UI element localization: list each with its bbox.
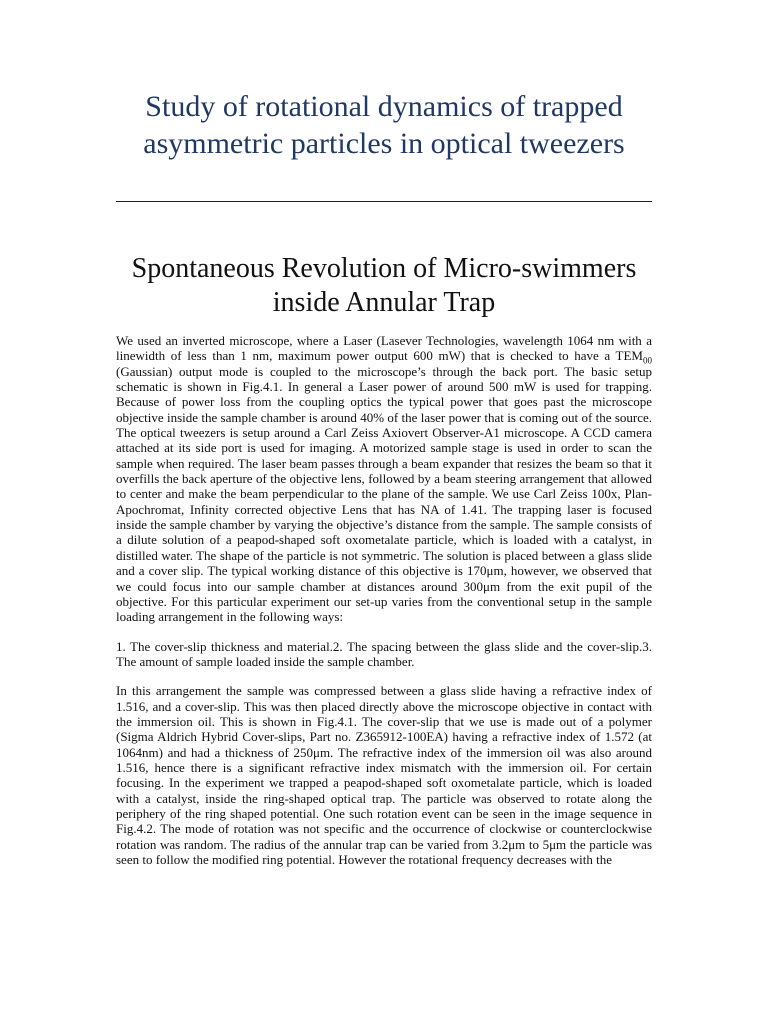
paragraph-1-text-start: We used an inverted microscope, where a Laser (Lasever Technologies, wavelength 1064 nm with a linewidth of less than 1 nm, maximum power output 600 mW) that is checked to have a TEM bbox=[116, 333, 652, 364]
tem-mode-subscript: 00 bbox=[643, 355, 652, 366]
title-divider bbox=[116, 201, 652, 202]
paragraph-1-text-end: (Gaussian) output mode is coupled to the microscope’s through the back port. The basic setup schematic is shown in Fig.4.1. In general a Laser power of around 500 mW is used for trapping. Because of power loss from the coupling optics the typical power that goes past the microscope objective inside the sample chamber is around 40% of the laser power that is coming out of the source. The optical tweezers is setup around a Carl Zeiss Axiovert Observer-A1 microscope. A CCD camera attached at its side port is used for imaging. A motorized sample stage is used in order to scan the sample when required. The laser beam passes through a beam expander that resizes the beam so that it overfills the back aperture of the objective lens, followed by a beam steering arrangement that allowed to center and make the beam perpendicular to the plane of the sample. We use Carl Zeiss 100x, Plan-Apochromat, Infinity corrected objective Lens that has NA of 1.41. The trapping laser is focused inside the sample chamber by varying the objective’s distance from the sample. The sample consists of a dilute solution of a peapod-shaped soft oxometalate particle, which is loaded with a catalyst, in distilled water. The shape of the particle is not symmetric. The solution is placed between a glass slide and a cover slip. The typical working distance of this objective is 170μm, however, we observed that we could focus into our sample chamber at distances around 300μm from the exit pupil of the objective. For this particular experiment our set-up varies from the conventional setup in the sample loading arrangement in the following ways: bbox=[116, 363, 652, 625]
paragraph-1 bbox=[116, 333, 652, 625]
paragraph-3: In this arrangement the sample was compressed between a glass slide having a refractive index of 1.516, and a cover-slip. This was then placed directly above the microscope objective in contact with the immersion oil. This is shown in Fig.4.1. The cover-slip that we use is made out of a polymer (Sigma Aldrich Hybrid Cover-slips, Part no. Z365912-100EA) having a refractive index of 1.572 (at 1064nm) and had a thickness of 250μm. The refractive index of the immersion oil was also around 1.516, hence there is a significant refractive index mismatch with the immersion oil. For certain focusing. In the experiment we trapped a peapod-shaped soft oxometalate particle, which is loaded with a catalyst, inside the ring-shaped optical trap. The particle was observed to rotate along the periphery of the ring shaped potential. One such rotation event can be seen in the image sequence in Fig.4.2. The mode of rotation was not specific and the occurrence of clockwise or counterclockwise rotation was random. The radius of the annular trap can be varied from 3.2μm to 5μm the particle was seen to follow the modified ring potential. However the rotational frequency decreases with the bbox=[116, 683, 652, 867]
section-title: Spontaneous Revolution of Micro-swimmers inside Annular Trap bbox=[131, 253, 637, 318]
document-title: Study of rotational dynamics of trapped asymmetric particles in optical tweezers bbox=[143, 90, 625, 160]
body-text bbox=[116, 333, 652, 881]
paragraph-2: 1. The cover-slip thickness and material.2. The spacing between the glass slide and the cover-slip.3. The amount of sample loaded inside the sample chamber. bbox=[116, 638, 652, 669]
